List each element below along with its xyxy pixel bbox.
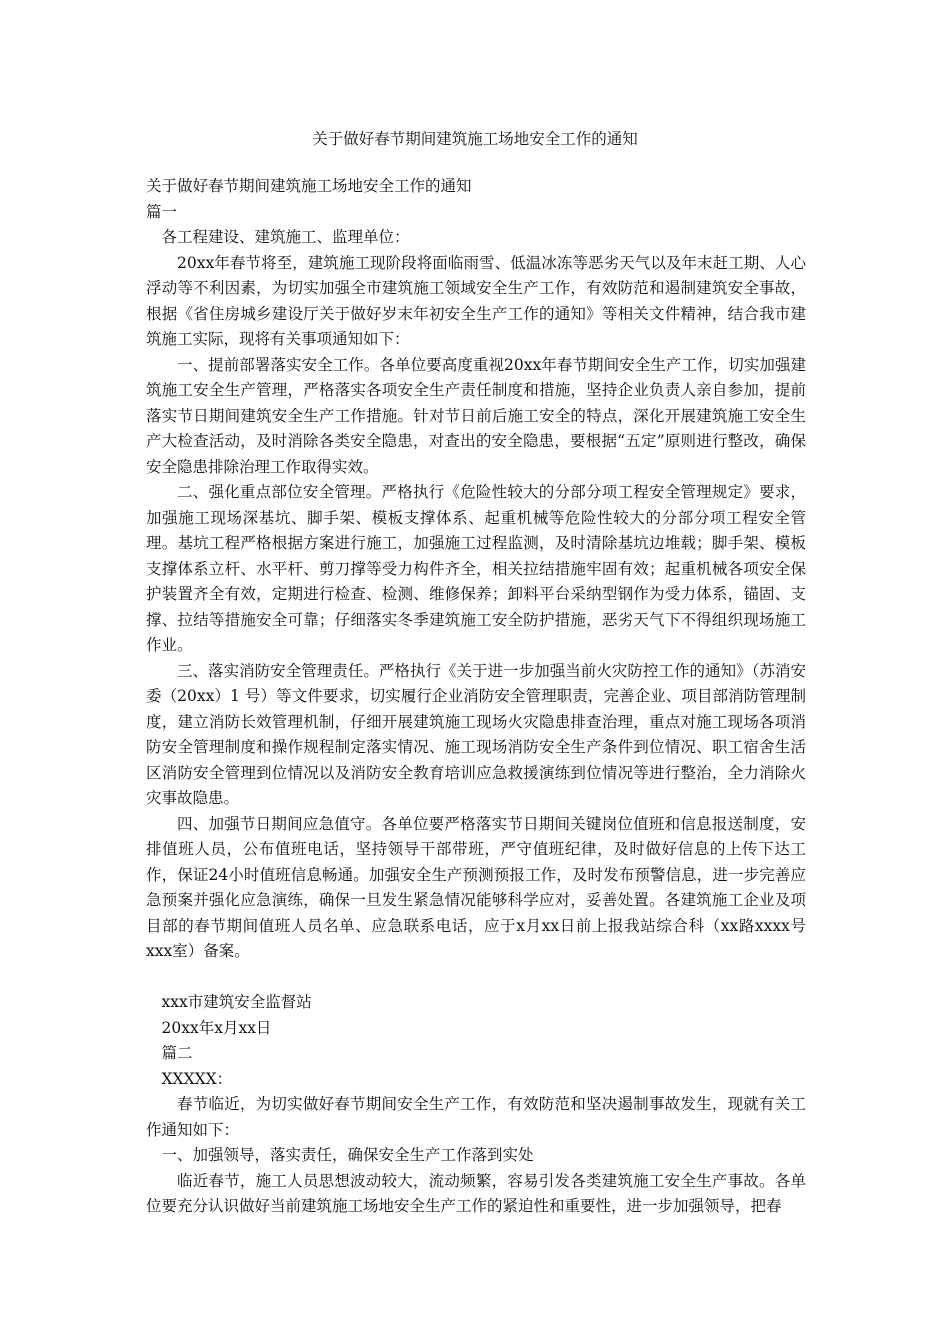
part1-paragraph-section2: 二、强化重点部位安全管理。严格执行《危险性较大的分部分项工程安全管理规定》要求，加强施工现场深基坑、脚手架、模板支撑体系、起重机械等危险性较大的分部分项工程安全管理。基坑工程严格根据方案进行施工，加强施工过程监测，及时清除基坑边堆载；脚手架、模板支撑体系立杆、水平杆、剪刀撑等受力构件齐全，相关拉结措施牢固有效；起重机械各项安全保护装置齐全有效，定期进行检查、检测、维修保养；卸料平台采纳型钢作为受力体系，锚固、支撑、拉结等措施安全可靠；仔细落实冬季建筑施工安全防护措施，恶劣天气下不得组织现场施工作业。 — [146, 483, 806, 654]
part2-label: 篇二 — [161, 1044, 193, 1062]
signature-organization: xxx市建筑安全监督站 — [161, 993, 312, 1011]
part2-salutation: XXXXX： — [161, 1069, 233, 1088]
part1-salutation: 各工程建设、建筑施工、监理单位： — [161, 228, 410, 246]
signature-date: 20xx年x月xx日 — [161, 1018, 272, 1037]
part1-paragraph-intro: 20xx年春节将至，建筑施工现阶段将面临雨雪、低温冰冻等恶劣天气以及年末赶工期、人心浮动等不利因素，为切实加强全市建筑施工领域安全生产工作，有效防范和遏制建筑安全事故，根据《省住房城乡建设厅关于做好岁末年初安全生产工作的通知》等相关文件精神，结合我市建筑施工实际，现将有关事项通知如下： — [146, 253, 806, 348]
blank-line — [146, 965, 806, 991]
document-body — [146, 174, 806, 1220]
part2-paragraph-intro: 春节临近，为切实做好春节期间安全生产工作，有效防范和坚决遏制事故发生，现就有关工作通知如下： — [146, 1095, 806, 1139]
part2-heading-section1: 一、加强领导，落实责任，确保安全生产工作落到实处 — [161, 1146, 534, 1164]
part2-paragraph-section1: 临近春节，施工人员思想波动较大，流动频繁，容易引发各类建筑施工安全生产事故。各单位要充分认识做好当前建筑施工场地安全生产工作的紧迫性和重要性，进一步加强领导，把春 — [146, 1171, 806, 1215]
part1-paragraph-section4: 四、加强节日期间应急值守。各单位要严格落实节日期间关键岗位值班和信息报送制度，安排值班人员，公布值班电话，坚持领导干部带班，严守值班纪律，及时做好信息的上传下达工作，保证24小时值班信息畅通。加强安全生产预测预报工作，及时发布预警信息，进一步完善应急预案并强化应急演练，确保一旦发生紧急情况能够科学应对，妥善处置。各建筑施工企业及项目部的春节期间值班人员名单、应急联系电话，应于x月xx日前上报我站综合科（xx路xxxx号xxx室）备案。 — [146, 814, 806, 960]
part1-paragraph-section1: 一、提前部署落实安全工作。各单位要高度重视20xx年春节期间安全生产工作，切实加强建筑施工安全生产管理，严格落实各项安全生产责任制度和措施，坚持企业负责人亲自参加，提前落实节日期间建筑安全生产工作措施。针对节日前后施工安全的特点，深化开展建筑施工安全生产大检查活动，及时消除各类安全隐患，对查出的安全隐患，要根据“五定”原则进行整改，确保安全隐患排除治理工作取得实效。 — [146, 355, 806, 476]
document-title: 关于做好春节期间建筑施工场地安全工作的通知 — [312, 130, 638, 148]
part1-paragraph-section3: 三、落实消防安全管理责任。严格执行《关于进一步加强当前火灾防控工作的通知》（苏消安委（20xx）1 号）等文件要求，切实履行企业消防安全管理职责，完善企业、项目部消防管理制度，建立消防长效管理机制，仔细开展建筑施工现场火灾隐患排查治理，重点对施工现场各项消防安全管理制度和操作规程制定落实情况、施工现场消防安全生产条件到位情况、职工宿舍生活区消防安全管理到位情况以及消防安全教育培训应急救援演练到位情况等进行整治，全力消除火灾事故隐患。 — [146, 661, 806, 807]
document-subtitle: 关于做好春节期间建筑施工场地安全工作的通知 — [146, 177, 472, 195]
part1-label: 篇一 — [146, 202, 178, 221]
